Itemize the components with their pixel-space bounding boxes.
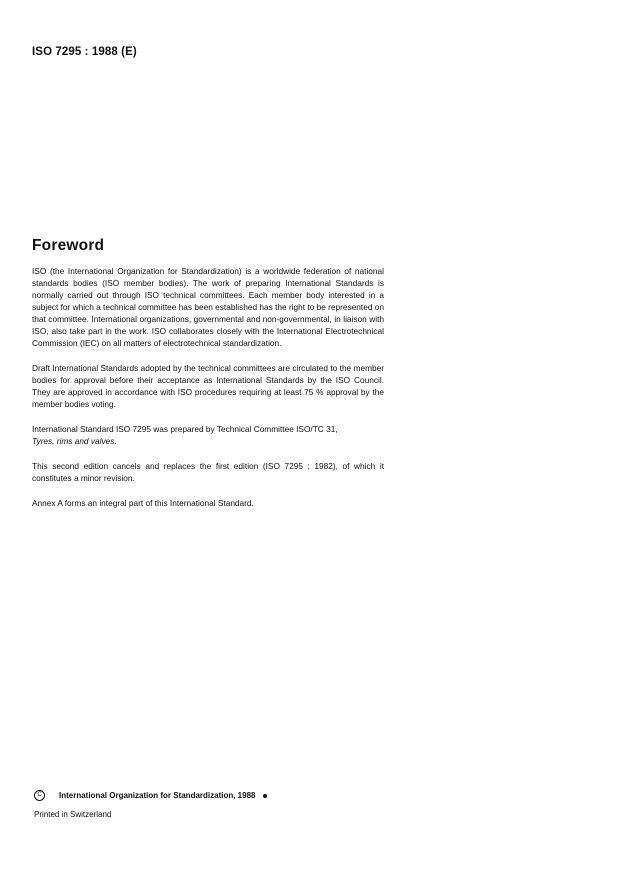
paragraph-committee <box>32 423 384 447</box>
paragraph-approval: Draft International Standards adopted by the technical committees are circulated to the member bodies for approval before their acceptance as International Standards by the ISO Council. They are approved in accordance with ISO procedures requiring at least 75 % approval by the member bodies voting. <box>32 363 384 409</box>
paragraph-edition: This second edition cancels and replaces the first edition (ISO 7295 : 1982), of which it constitutes a minor revision. <box>32 461 384 483</box>
copyright-icon: C <box>34 790 45 801</box>
committee-name: Tyres, rims and valves <box>32 436 115 446</box>
copyright-text: International Organization for Standardization, 1988 <box>59 791 256 800</box>
bullet-icon <box>263 794 267 798</box>
printed-location: Printed in Switzerland <box>34 810 112 819</box>
committee-prefix: International Standard ISO 7295 was prepared by Technical Committee ISO/TC 31, <box>32 424 338 434</box>
copyright-line <box>34 790 267 801</box>
paragraph-annex: Annex A forms an integral part of this International Standard. <box>32 498 254 508</box>
paragraph-organization: ISO (the International Organization for Standardization) is a worldwide federation of national standards bodies (ISO member bodies). The work of preparing International Standards is normally carried out through ISO technical committees. Each member body interested in a subject for which a technical committee has been established has the right to be represented on that committee. International organizations, governmental and non-governmental, in liaison with ISO, also take part in the work. ISO collaborates closely with the International Electrotechnical Commission (IEC) on all matters of electrotechnical standardization. <box>32 266 384 348</box>
document-id: ISO 7295 : 1988 (E) <box>32 46 137 58</box>
page-title: Foreword <box>32 237 105 254</box>
foreword-body <box>32 265 384 522</box>
committee-suffix: . <box>114 436 117 446</box>
